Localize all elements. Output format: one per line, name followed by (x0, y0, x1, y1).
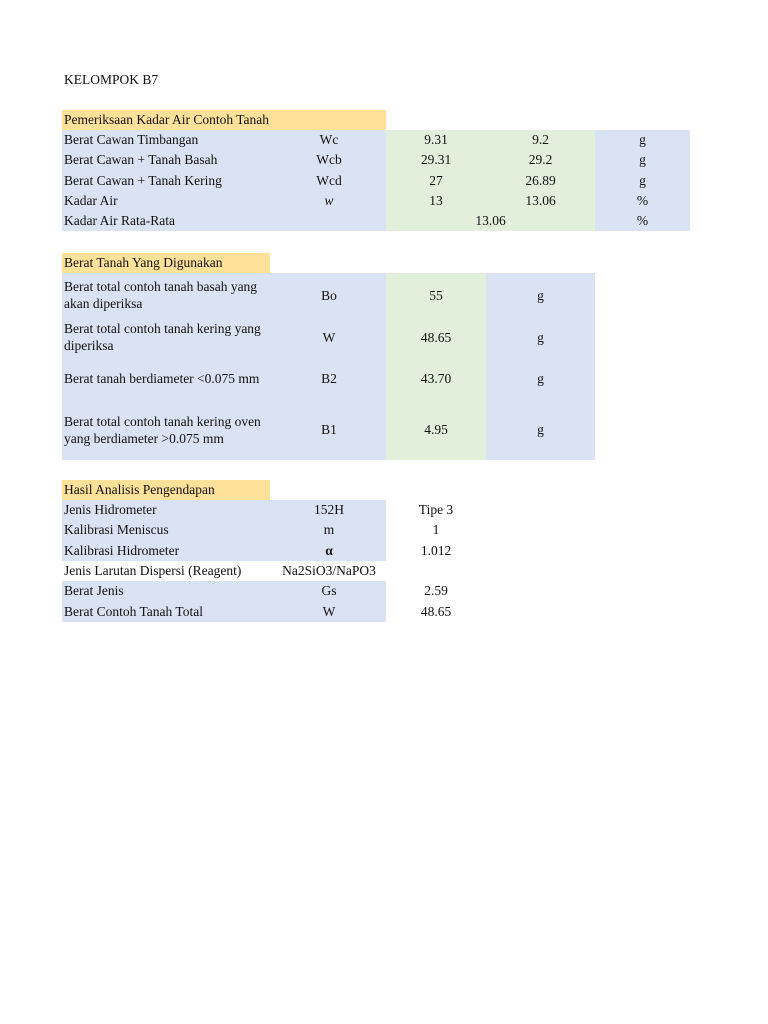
row-label: Jenis Larutan Dispersi (Reagent) (64, 563, 242, 579)
row-value: 1.012 (420, 542, 452, 558)
table-row (62, 191, 690, 211)
row-symbol: Gs (272, 581, 386, 601)
row-symbol: Wc (272, 130, 386, 150)
table-row (62, 581, 486, 601)
row-unit: g (595, 130, 690, 150)
row-label: Berat Jenis (62, 581, 272, 601)
row-value-2: 26.89 (486, 171, 595, 191)
row-value-1: 9.31 (386, 130, 486, 150)
hasil-table (62, 500, 486, 622)
row-unit: g (595, 150, 690, 170)
row-symbol: 152H (272, 500, 386, 520)
row-label: Berat Cawan Timbangan (62, 130, 272, 150)
table-row (62, 500, 486, 520)
row-symbol: m (272, 520, 386, 540)
row-symbol: Wcb (272, 150, 386, 170)
row-unit: g (486, 357, 595, 399)
row-value: 1 (432, 522, 440, 538)
table-row-average (62, 211, 690, 231)
table-row (62, 399, 595, 460)
row-symbol: w (272, 191, 386, 211)
row-symbol: Na2SiO3/NaPO3 (282, 563, 376, 579)
row-value-1: 13 (386, 191, 486, 211)
row-value: 2.59 (424, 583, 448, 599)
row-label: Kalibrasi Hidrometer (62, 541, 272, 561)
row-value-2: 13.06 (486, 191, 595, 211)
table-row (62, 520, 486, 540)
table-row (62, 171, 690, 191)
kadar-air-table (62, 130, 690, 231)
average-unit: % (595, 211, 690, 231)
row-label: Berat total contoh tanah basah yang akan diperiksa (62, 273, 272, 317)
row-unit: g (486, 317, 595, 357)
row-label: Berat tanah berdiameter <0.075 mm (62, 357, 272, 399)
row-value-1: 27 (386, 171, 486, 191)
row-value: 48.65 (386, 317, 486, 357)
row-unit: g (486, 399, 595, 460)
row-label: Berat total contoh tanah kering oven yang berdiameter >0.075 mm (62, 399, 272, 460)
row-value: Tipe 3 (418, 502, 454, 518)
document-title: KELOMPOK B7 (64, 72, 159, 87)
row-value-2: 9.2 (486, 130, 595, 150)
average-symbol-empty (272, 211, 386, 231)
row-symbol: Wcd (272, 171, 386, 191)
row-unit: % (595, 191, 690, 211)
row-value (386, 561, 486, 581)
row-value: 43.70 (386, 357, 486, 399)
row-label: Kalibrasi Meniscus (62, 520, 272, 540)
row-label: Berat Cawan + Tanah Kering (62, 171, 272, 191)
row-value: 4.95 (386, 399, 486, 460)
section-header-kadar-air: Pemeriksaan Kadar Air Contoh Tanah (62, 110, 386, 130)
table-row (62, 130, 690, 150)
row-value: 55 (386, 273, 486, 317)
table-row (62, 357, 595, 399)
row-value-1: 29.31 (386, 150, 486, 170)
row-symbol: α (272, 541, 386, 561)
row-label: Berat Contoh Tanah Total (62, 601, 272, 621)
section-header-berat-tanah: Berat Tanah Yang Digunakan (62, 253, 270, 273)
table-row (62, 273, 595, 317)
table-row (62, 317, 595, 357)
row-value-2: 29.2 (486, 150, 595, 170)
average-value: 13.06 (386, 211, 595, 231)
table-row (62, 561, 486, 581)
row-label: Kadar Air (62, 191, 272, 211)
row-unit: g (595, 171, 690, 191)
row-label: Jenis Hidrometer (62, 500, 272, 520)
row-value: 48.65 (420, 603, 452, 619)
row-label: Berat Cawan + Tanah Basah (62, 150, 272, 170)
table-row (62, 150, 690, 170)
section-header-hasil-analisis: Hasil Analisis Pengendapan (62, 480, 270, 500)
berat-tanah-table (62, 273, 595, 460)
row-symbol: B2 (272, 357, 386, 399)
row-symbol: B1 (272, 399, 386, 460)
row-symbol: W (272, 601, 386, 621)
row-unit: g (486, 273, 595, 317)
row-label: Berat total contoh tanah kering yang diperiksa (62, 317, 272, 357)
table-row (62, 541, 486, 561)
row-symbol: Bo (272, 273, 386, 317)
table-row (62, 601, 486, 621)
average-label: Kadar Air Rata-Rata (62, 211, 272, 231)
row-symbol: W (272, 317, 386, 357)
